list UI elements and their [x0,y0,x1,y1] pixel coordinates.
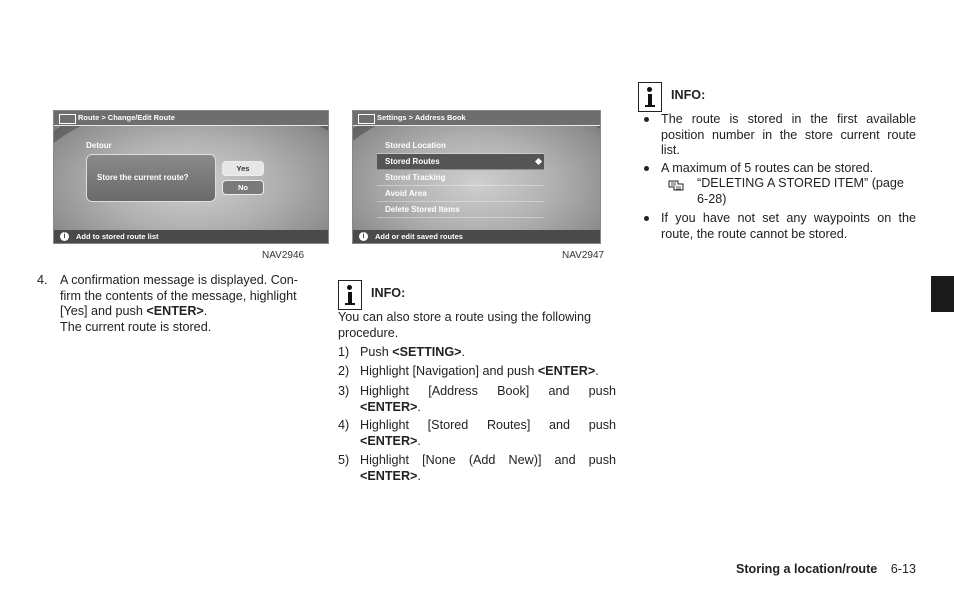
footer-section-title: Storing a location/route [735,562,878,576]
bullet-line: list. [661,143,680,157]
step-line [360,400,616,416]
step-text [360,453,616,484]
step-text-part: . [417,433,421,448]
step-number: 4. [37,273,48,287]
info-icon: i [60,232,69,241]
step-line: The current route is stored. [60,319,212,334]
step-text [360,364,599,380]
step-number: 3) [338,384,350,398]
step-text-part: . [461,345,466,359]
info-icon-foot [645,105,655,107]
reference-page-icon [668,179,686,192]
step-line [360,434,616,450]
screen-title-bar [54,111,328,126]
menu-item-stored-routes[interactable]: Stored Routes [377,154,544,170]
step-number: 2) [338,364,350,378]
info-bullet-1 [661,112,916,159]
yes-button[interactable]: Yes [222,161,264,176]
step-line: Highlight [Address Book] and push [360,384,616,398]
bullet-icon [644,166,649,171]
intro-line: You can also store a route using the following [338,310,591,324]
step-line: A confirmation message is displayed. Con- [60,273,298,287]
screen-title-bar [353,111,600,126]
figure-nav2947 [352,110,601,244]
dialog-title: Detour [86,141,112,150]
step-text-part: Push [360,345,393,359]
confirm-dialog [86,154,216,202]
step-text-part: Highlight [Navigation] and push [360,364,538,378]
step-line: firm the contents of the message, highlight [60,288,297,303]
bullet-icon [644,216,649,221]
key-label: <ENTER> [360,399,418,414]
info-icon [338,280,362,310]
figure-nav2946 [53,110,329,244]
step-line [60,304,315,320]
key-label: <ENTER> [360,433,418,448]
key-label: <SETTING> [392,345,462,359]
step-text-part: [Yes] and push [60,304,147,318]
step-number: 5) [338,453,350,467]
procedure-step-2 [338,364,616,380]
bullet-line: A maximum of 5 routes can be stored. [661,161,874,175]
intro-line: procedure. [338,325,399,340]
step-text [360,384,616,415]
step-text-part: . [417,468,421,483]
info-icon-dot [347,285,352,290]
bullet-line: position number in the store current route [661,127,916,142]
figure-caption: NAV2946 [262,250,305,261]
reference-line: “DELETING A STORED ITEM” (page [697,176,904,190]
reference-line: 6-28) [697,191,727,206]
info-heading: INFO: [371,286,406,300]
info-heading: INFO: [671,88,706,102]
procedure-step-5 [338,453,616,483]
menu-item-stored-tracking[interactable]: Stored Tracking [377,170,544,186]
chapter-tab-marker [931,276,954,312]
key-label: <ENTER> [146,304,204,318]
procedure-step-4 [338,418,616,448]
cross-reference [697,176,916,207]
step-text [360,345,465,361]
footer-page-number: 6-13 [890,562,916,576]
procedure-step-3 [338,384,616,414]
step-line: Highlight [None (Add New)] and push [360,453,616,467]
info-icon [638,82,662,112]
figure-caption: NAV2947 [562,250,605,261]
dialog-question: Store the current route? [97,173,189,182]
settings-icon [358,114,375,124]
step-text-part: . [595,364,599,378]
step-number: 4) [338,418,350,432]
page-footer [736,562,916,576]
step-line [360,469,616,485]
bullet-icon [644,117,649,122]
info-icon: i [359,232,368,241]
key-label: <ENTER> [360,468,418,483]
info-bullet-2 [661,161,916,177]
info-icon-dot [647,87,652,92]
no-button[interactable]: No [222,180,264,195]
info-bullet-3 [661,211,916,242]
status-text: Add to stored route list [76,232,159,241]
step-text [60,273,315,335]
step-text-part: . [417,399,421,414]
bullet-line: The route is stored in the first available [661,112,916,126]
screen-title: Settings > Address Book [377,113,466,122]
screen-status-bar [353,230,600,243]
bullet-line: route, the route cannot be stored. [661,226,848,241]
screen-status-bar [54,230,328,243]
step-number: 1) [338,345,350,359]
menu-item-delete-stored-items[interactable]: Delete Stored Items [377,202,544,218]
key-label: <ENTER> [537,364,596,378]
info-intro [338,310,616,341]
bullet-line: If you have not set any waypoints on the [661,211,916,225]
screen-title: Route > Change/Edit Route [78,113,175,122]
step-text [360,418,616,449]
status-text: Add or edit saved routes [375,232,463,241]
info-icon-foot [345,303,355,305]
menu-item-stored-location[interactable]: Stored Location [377,138,544,154]
procedure-step-1 [338,345,616,361]
step-line: Highlight [Stored Routes] and push [360,418,616,432]
step-text-part: . [203,304,208,318]
menu-item-avoid-area[interactable]: Avoid Area [377,186,544,202]
route-icon [59,114,76,124]
